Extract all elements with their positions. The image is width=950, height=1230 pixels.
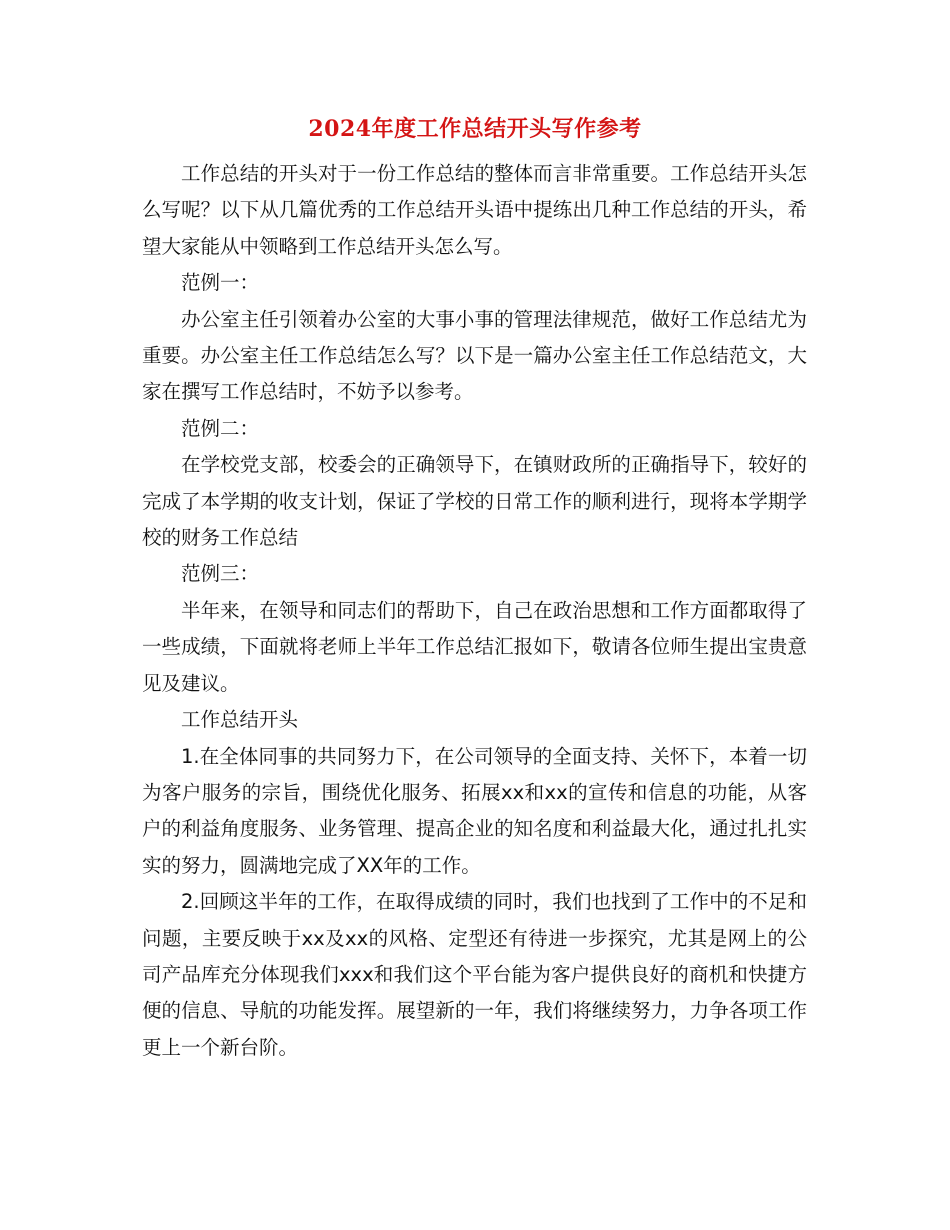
example-3-heading: 范例三： <box>181 562 260 586</box>
document-body <box>142 156 807 1066</box>
example-1-paragraph: 办公室主任引领着办公室的大事小事的管理法律规范，做好工作总结尤为重要。办公室主任工作总结怎么写？以下是一篇办公室主任工作总结范文，大家在撰写工作总结时，不妨予以参考。 <box>142 307 807 404</box>
intro-paragraph: 工作总结的开头对于一份工作总结的整体而言非常重要。工作总结开头怎么写呢？以下从几篇优秀的工作总结开头语中提练出几种工作总结的开头，希望大家能从中领略到工作总结开头怎么写。 <box>142 162 807 258</box>
example-2-heading: 范例二： <box>181 416 260 440</box>
list-item-1: 1.在全体同事的共同努力下，在公司领导的全面支持、关怀下，本着一切为客户服务的宗旨，围绕优化服务、拓展xx和xx的宣传和信息的功能，从客户的利益角度服务、业务管理、提高企业的知名度和利益最大化，通过扎扎实实的努力，圆满地完成了XX年的工作。 <box>142 744 807 877</box>
example-3-paragraph: 半年来，在领导和同志们的帮助下，自己在政治思想和工作方面都取得了一些成绩，下面就将老师上半年工作总结汇报如下，敬请各位师生提出宝贵意见及建议。 <box>142 598 807 695</box>
example-1-heading: 范例一： <box>181 271 260 295</box>
document-title: 2024年度工作总结开头写作参考 <box>308 116 642 142</box>
section-heading: 工作总结开头 <box>181 708 299 732</box>
example-2-paragraph: 在学校党支部，校委会的正确领导下，在镇财政所的正确指导下，较好的完成了本学期的收支计划，保证了学校的日常工作的顺利进行，现将本学期学校的财务工作总结 <box>142 453 807 550</box>
list-item-2: 2.回顾这半年的工作，在取得成绩的同时，我们也找到了工作中的不足和问题，主要反映于xx及xx的风格、定型还有待进一步探究，尤其是网上的公司产品库充分体现我们xxx和我们这个平台能为客户提供良好的商机和快捷方便的信息、导航的功能发挥。展望新的一年，我们将继续努力，力争各项工作更上一个新台阶。 <box>142 890 807 1059</box>
